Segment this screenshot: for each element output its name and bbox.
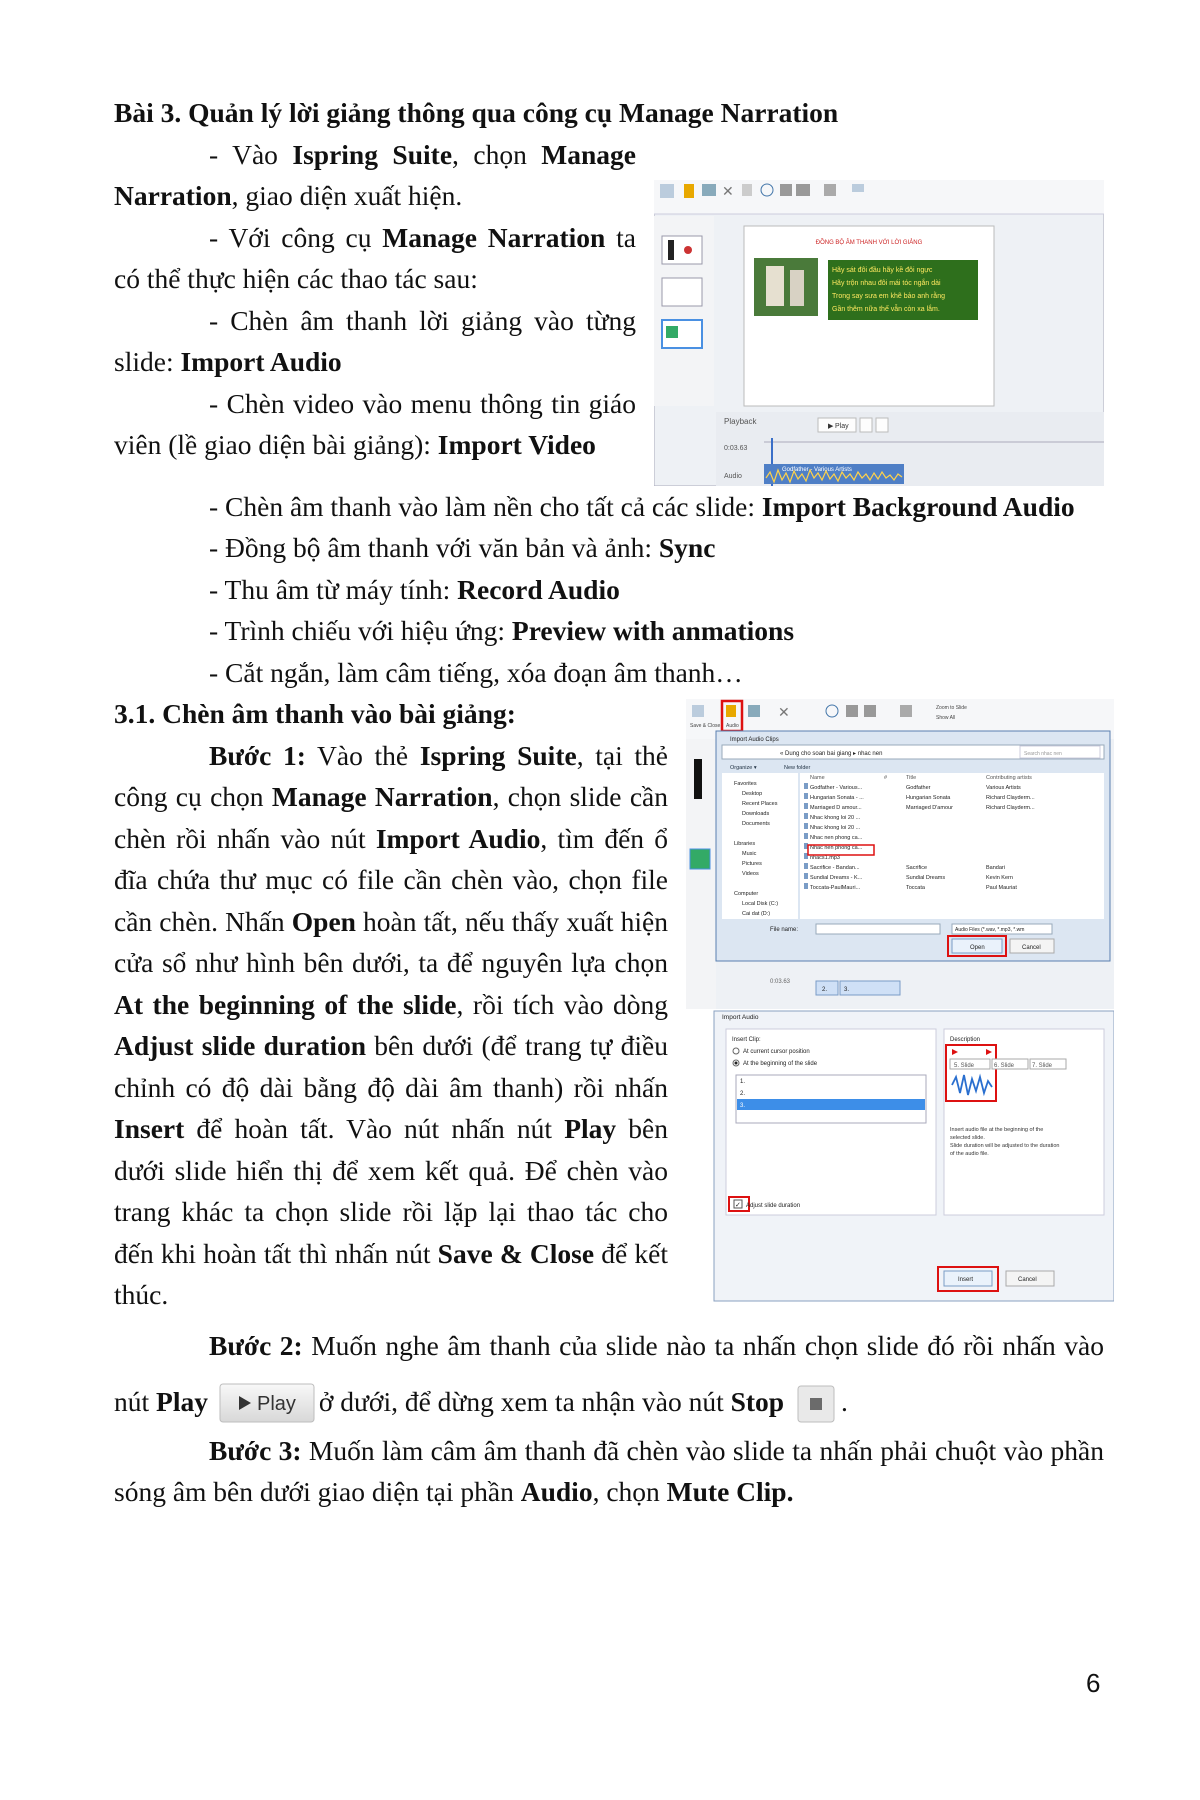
file-name-cell[interactable]: Sacrifice - Bandan...: [810, 865, 860, 871]
lesson-title: Bài 3. Quản lý lời giảng thông qua công cụ Manage Narration: [114, 97, 839, 128]
audio-file-icon: [804, 833, 808, 839]
svg-text:Insert Clip:: Insert Clip:: [732, 1037, 761, 1043]
file-name-cell[interactable]: Nhac khong loi 20 ...: [810, 825, 861, 831]
svg-text:Cancel: Cancel: [1022, 945, 1041, 951]
svg-text:3.: 3.: [844, 987, 850, 993]
audio-file-icon: [804, 883, 808, 889]
file-artist-cell[interactable]: Various Artists: [986, 785, 1021, 791]
body-text: bên dưới (để trang tự điều chỉnh có độ dài bằng độ dài âm thanh) rồi nhấn: [114, 1030, 668, 1103]
body-text: , chọn: [592, 1476, 667, 1507]
svg-text:Save & Close: Save & Close: [690, 723, 721, 729]
svg-text:✕: ✕: [778, 704, 790, 720]
svg-text:1.: 1.: [740, 1079, 746, 1085]
bullet-import-video: - Chèn video vào menu thông tin giáo viên (lề giao diện bài giảng): Import Video: [114, 387, 636, 460]
bullet-cut: - Cắt ngắn, làm câm tiếng, xóa đoạn âm thanh…: [209, 656, 743, 688]
file-title-cell[interactable]: Marriaged D'amour: [906, 805, 953, 811]
bullet-background-audio: - Chèn âm thanh vào làm nền cho tất cả các slide: Import Background Audio: [209, 490, 1075, 522]
svg-text:Import Audio: Import Audio: [722, 1014, 759, 1021]
audio-file-icon: [804, 793, 808, 799]
bold-text: Mute Clip.: [666, 1476, 794, 1507]
bold-text: Bước 1:: [209, 739, 306, 771]
bullet-sync: - Đồng bộ âm thanh với văn bản và ảnh: Sync: [209, 532, 716, 563]
audio-file-icon: [804, 783, 808, 789]
body-text: , tại thẻ công cụ chọn: [114, 739, 668, 812]
svg-text:Audio: Audio: [724, 472, 742, 480]
audio-file-icon: [804, 863, 808, 869]
step-3-paragraph: [114, 1430, 1104, 1513]
svg-text:of the audio file.: of the audio file.: [950, 1151, 989, 1157]
svg-text:5. Slide: 5. Slide: [954, 1063, 975, 1069]
body-text: bên dưới slide hiển thị để xem kết quả. Để chèn vào trang khác ta chọn slide rồi lặp lại thao tác cho đến khi hoàn tất thì nhấn nút: [114, 1113, 668, 1269]
svg-text:Libraries: Libraries: [734, 841, 756, 847]
svg-text:0:03.63: 0:03.63: [724, 444, 748, 452]
svg-text:Cancel: Cancel: [1018, 1277, 1037, 1283]
body-text: để kết thúc.: [114, 1237, 668, 1310]
file-artist-cell[interactable]: Richard Clayderm...: [986, 795, 1035, 801]
file-title-cell[interactable]: Godfather: [906, 785, 931, 791]
file-artist-cell[interactable]: Kevin Kern: [986, 875, 1013, 881]
bold-text: Adjust slide duration: [114, 1030, 366, 1061]
svg-text:Desktop: Desktop: [742, 791, 763, 797]
bold-text: Play: [564, 1113, 617, 1144]
svg-text:Description: Description: [950, 1037, 981, 1043]
svg-text:7. Slide: 7. Slide: [1032, 1063, 1053, 1069]
manage-narration-screenshot: [654, 180, 1104, 486]
file-name-cell[interactable]: Godfather - Various...: [810, 785, 863, 791]
intro-block: [114, 134, 1104, 486]
file-title-cell[interactable]: Hungarian Sonata: [906, 795, 951, 801]
svg-text:3.: 3.: [740, 1103, 746, 1109]
svg-text:Search nhac nen: Search nhac nen: [1024, 751, 1062, 757]
bold-text: At the beginning of the slide: [114, 988, 457, 1020]
bold-text: Open: [291, 905, 356, 937]
svg-text:File name:: File name:: [770, 927, 799, 933]
body-text: Vào thẻ: [305, 739, 420, 771]
file-name-cell[interactable]: Nhac nen phong ca...: [810, 835, 863, 841]
file-artist-cell[interactable]: Bandari: [986, 865, 1005, 871]
bold-text: Insert: [114, 1113, 185, 1144]
svg-text:Videos: Videos: [742, 871, 759, 877]
body-text: Muốn làm câm âm thanh đã chèn vào slide ta nhấn phải chuột vào phần sóng âm bên dưới giao diện tại phần: [114, 1434, 1104, 1507]
stop-button-image: [797, 1385, 835, 1423]
svg-text:Audio Files (*.wav, *.mp3, *.w: Audio Files (*.wav, *.mp3, *.wm: [955, 927, 1025, 933]
svg-text:selected slide.: selected slide.: [950, 1135, 985, 1141]
audio-file-icon: [804, 823, 808, 829]
audio-file-icon: [804, 803, 808, 809]
step-2-paragraph: Bước 2: Muốn nghe âm thanh của slide nào ta nhấn chọn slide đó rồi nhấn vào nút Play Play ở dưới, để dừng xem ta nhận vào nút Stop .: [114, 1318, 1104, 1430]
import-audio-screenshot: [686, 699, 1114, 1304]
file-name-cell[interactable]: Hungarian Sonata - ...: [810, 795, 864, 801]
svg-text:Pictures: Pictures: [742, 861, 762, 867]
bullet-preview: - Trình chiếu với hiệu ứng: Preview with anmations: [209, 615, 795, 646]
bold-text: Import Audio: [375, 822, 541, 854]
svg-text:0:03.63: 0:03.63: [770, 979, 791, 985]
body-text: , tìm đến ổ đĩa chứa thư mục có file cần chèn vào, chọn file cần chèn. Nhấn: [114, 822, 668, 937]
file-name-cell[interactable]: nhacs1.mp3: [810, 855, 840, 861]
intro-paragraph: - Vào Ispring Suite, chọn Manage Narration, giao diện xuất hiện.: [114, 138, 636, 211]
svg-text:Name: Name: [810, 775, 825, 781]
body-text: , rồi tích vào dòng: [456, 988, 669, 1020]
audio-file-icon: [804, 813, 808, 819]
svg-text:At the beginning of the slide: At the beginning of the slide: [743, 1061, 818, 1067]
file-title-cell[interactable]: Toccata: [906, 885, 925, 891]
svg-text:2.: 2.: [822, 987, 828, 993]
svg-text:Hãy trộn nhau đôi mái tóc ngắn: Hãy trộn nhau đôi mái tóc ngắn dài: [832, 279, 941, 287]
svg-text:Documents: Documents: [742, 821, 770, 827]
svg-text:Local Disk (C:): Local Disk (C:): [742, 901, 779, 907]
file-name-cell[interactable]: Nhac khong loi 20 ...: [810, 815, 861, 821]
svg-text:Trong say sưa em khẽ bảo anh r: Trong say sưa em khẽ bảo anh rằng: [832, 292, 945, 300]
body-text: để hoàn tất. Vào nút nhấn nút: [184, 1113, 565, 1144]
svg-text:Audio: Audio: [726, 723, 739, 729]
svg-text:Insert audio file at the begin: Insert audio file at the beginning of the: [950, 1127, 1044, 1133]
svg-text:Title: Title: [906, 775, 917, 781]
bullet-import-audio: - Chèn âm thanh lời giảng vào từng slide: Import Audio: [114, 304, 636, 377]
file-name-cell[interactable]: Sundial Dreams - K...: [810, 875, 863, 881]
svg-text:#: #: [884, 775, 888, 781]
svg-text:Computer: Computer: [734, 891, 759, 897]
section-3-1: [114, 693, 1104, 1316]
section-heading: 3.1. Chèn âm thanh vào bài giảng:: [114, 698, 516, 729]
file-name-cell[interactable]: Nhac nen phong ca...: [810, 845, 863, 851]
svg-text:Godfather - Various Artists: Godfather - Various Artists: [782, 466, 852, 473]
svg-text:Contributing artists: Contributing artists: [986, 775, 1032, 781]
svg-text:Zoom to Slide: Zoom to Slide: [936, 705, 967, 711]
svg-text:Import Audio Clips: Import Audio Clips: [730, 737, 779, 743]
svg-text:ĐỒNG BỘ ÂM THANH VỚI LỜI GIẢNG: ĐỒNG BỘ ÂM THANH VỚI LỜI GIẢNG: [815, 239, 923, 246]
page-number: 6: [1086, 1668, 1101, 1698]
audio-file-icon: [804, 873, 808, 879]
svg-text:6. Slide: 6. Slide: [994, 1063, 1015, 1069]
file-title-cell[interactable]: Sacrifice: [906, 865, 928, 871]
file-name-cell[interactable]: Marriaged D amour...: [810, 805, 862, 811]
svg-text:Music: Music: [742, 851, 757, 857]
body-text: hoàn tất, nếu thấy xuất hiện cửa sổ như hình bên dưới, ta để nguyên lựa chọn: [114, 905, 669, 978]
svg-text:Adjust slide duration: Adjust slide duration: [746, 1203, 801, 1209]
svg-text:▶: ▶: [828, 422, 834, 430]
bold-text: Audio: [520, 1476, 593, 1507]
svg-text:New folder: New folder: [784, 765, 811, 771]
body-text: , chọn slide cần chèn rồi nhấn vào nút: [114, 781, 669, 854]
svg-text:« Dung cho soan bai giang ▸ nh: « Dung cho soan bai giang ▸ nhac nen: [780, 751, 883, 757]
svg-text:✕: ✕: [722, 182, 734, 199]
svg-text:Cai dat (D:): Cai dat (D:): [742, 911, 771, 917]
svg-text:Show All: Show All: [936, 715, 956, 721]
file-title-cell[interactable]: Sundial Dreams: [906, 875, 946, 881]
svg-text:Play: Play: [835, 422, 849, 430]
file-artist-cell[interactable]: Richard Clayderm...: [986, 805, 1035, 811]
svg-text:Slide duration will be adjuste: Slide duration will be adjusted to the duration: [950, 1143, 1060, 1149]
svg-text:Playback: Playback: [724, 416, 757, 426]
svg-text:At current cursor position: At current cursor position: [743, 1049, 810, 1055]
svg-text:Play: Play: [256, 1392, 296, 1415]
svg-text:Gần thêm nữa thế vẫn còn xa lắ: Gần thêm nữa thế vẫn còn xa lắm.: [832, 305, 940, 313]
bold-text: Ispring Suite: [419, 739, 577, 771]
bold-text: Bước 3:: [209, 1434, 302, 1466]
svg-text:Organize ▾: Organize ▾: [730, 765, 757, 771]
svg-text:Recent Places: Recent Places: [742, 801, 778, 807]
document-page: [114, 92, 1104, 1513]
file-artist-cell[interactable]: Paul Mauriat: [986, 885, 1017, 891]
bullet-record-audio: - Thu âm từ máy tính: Record Audio: [209, 573, 620, 605]
tools-paragraph: - Với công cụ Manage Narration ta có thể thực hiện các thao tác sau:: [114, 221, 636, 294]
bold-text: Save & Close: [437, 1237, 595, 1269]
file-name-cell[interactable]: Toccata-PaulMauri...: [810, 885, 861, 891]
play-button-image: [219, 1383, 315, 1423]
svg-text:2.: 2.: [740, 1091, 746, 1097]
svg-text:Open: Open: [970, 945, 985, 951]
svg-text:Insert: Insert: [958, 1277, 974, 1283]
svg-text:Hãy sát đôi đầu hãy kề đôi ngự: Hãy sát đôi đầu hãy kề đôi ngực: [832, 266, 933, 274]
svg-text:✓: ✓: [735, 1202, 741, 1209]
bold-text: Manage Narration: [271, 781, 493, 812]
svg-text:Favorites: Favorites: [734, 781, 757, 787]
svg-text:Downloads: Downloads: [742, 811, 770, 817]
